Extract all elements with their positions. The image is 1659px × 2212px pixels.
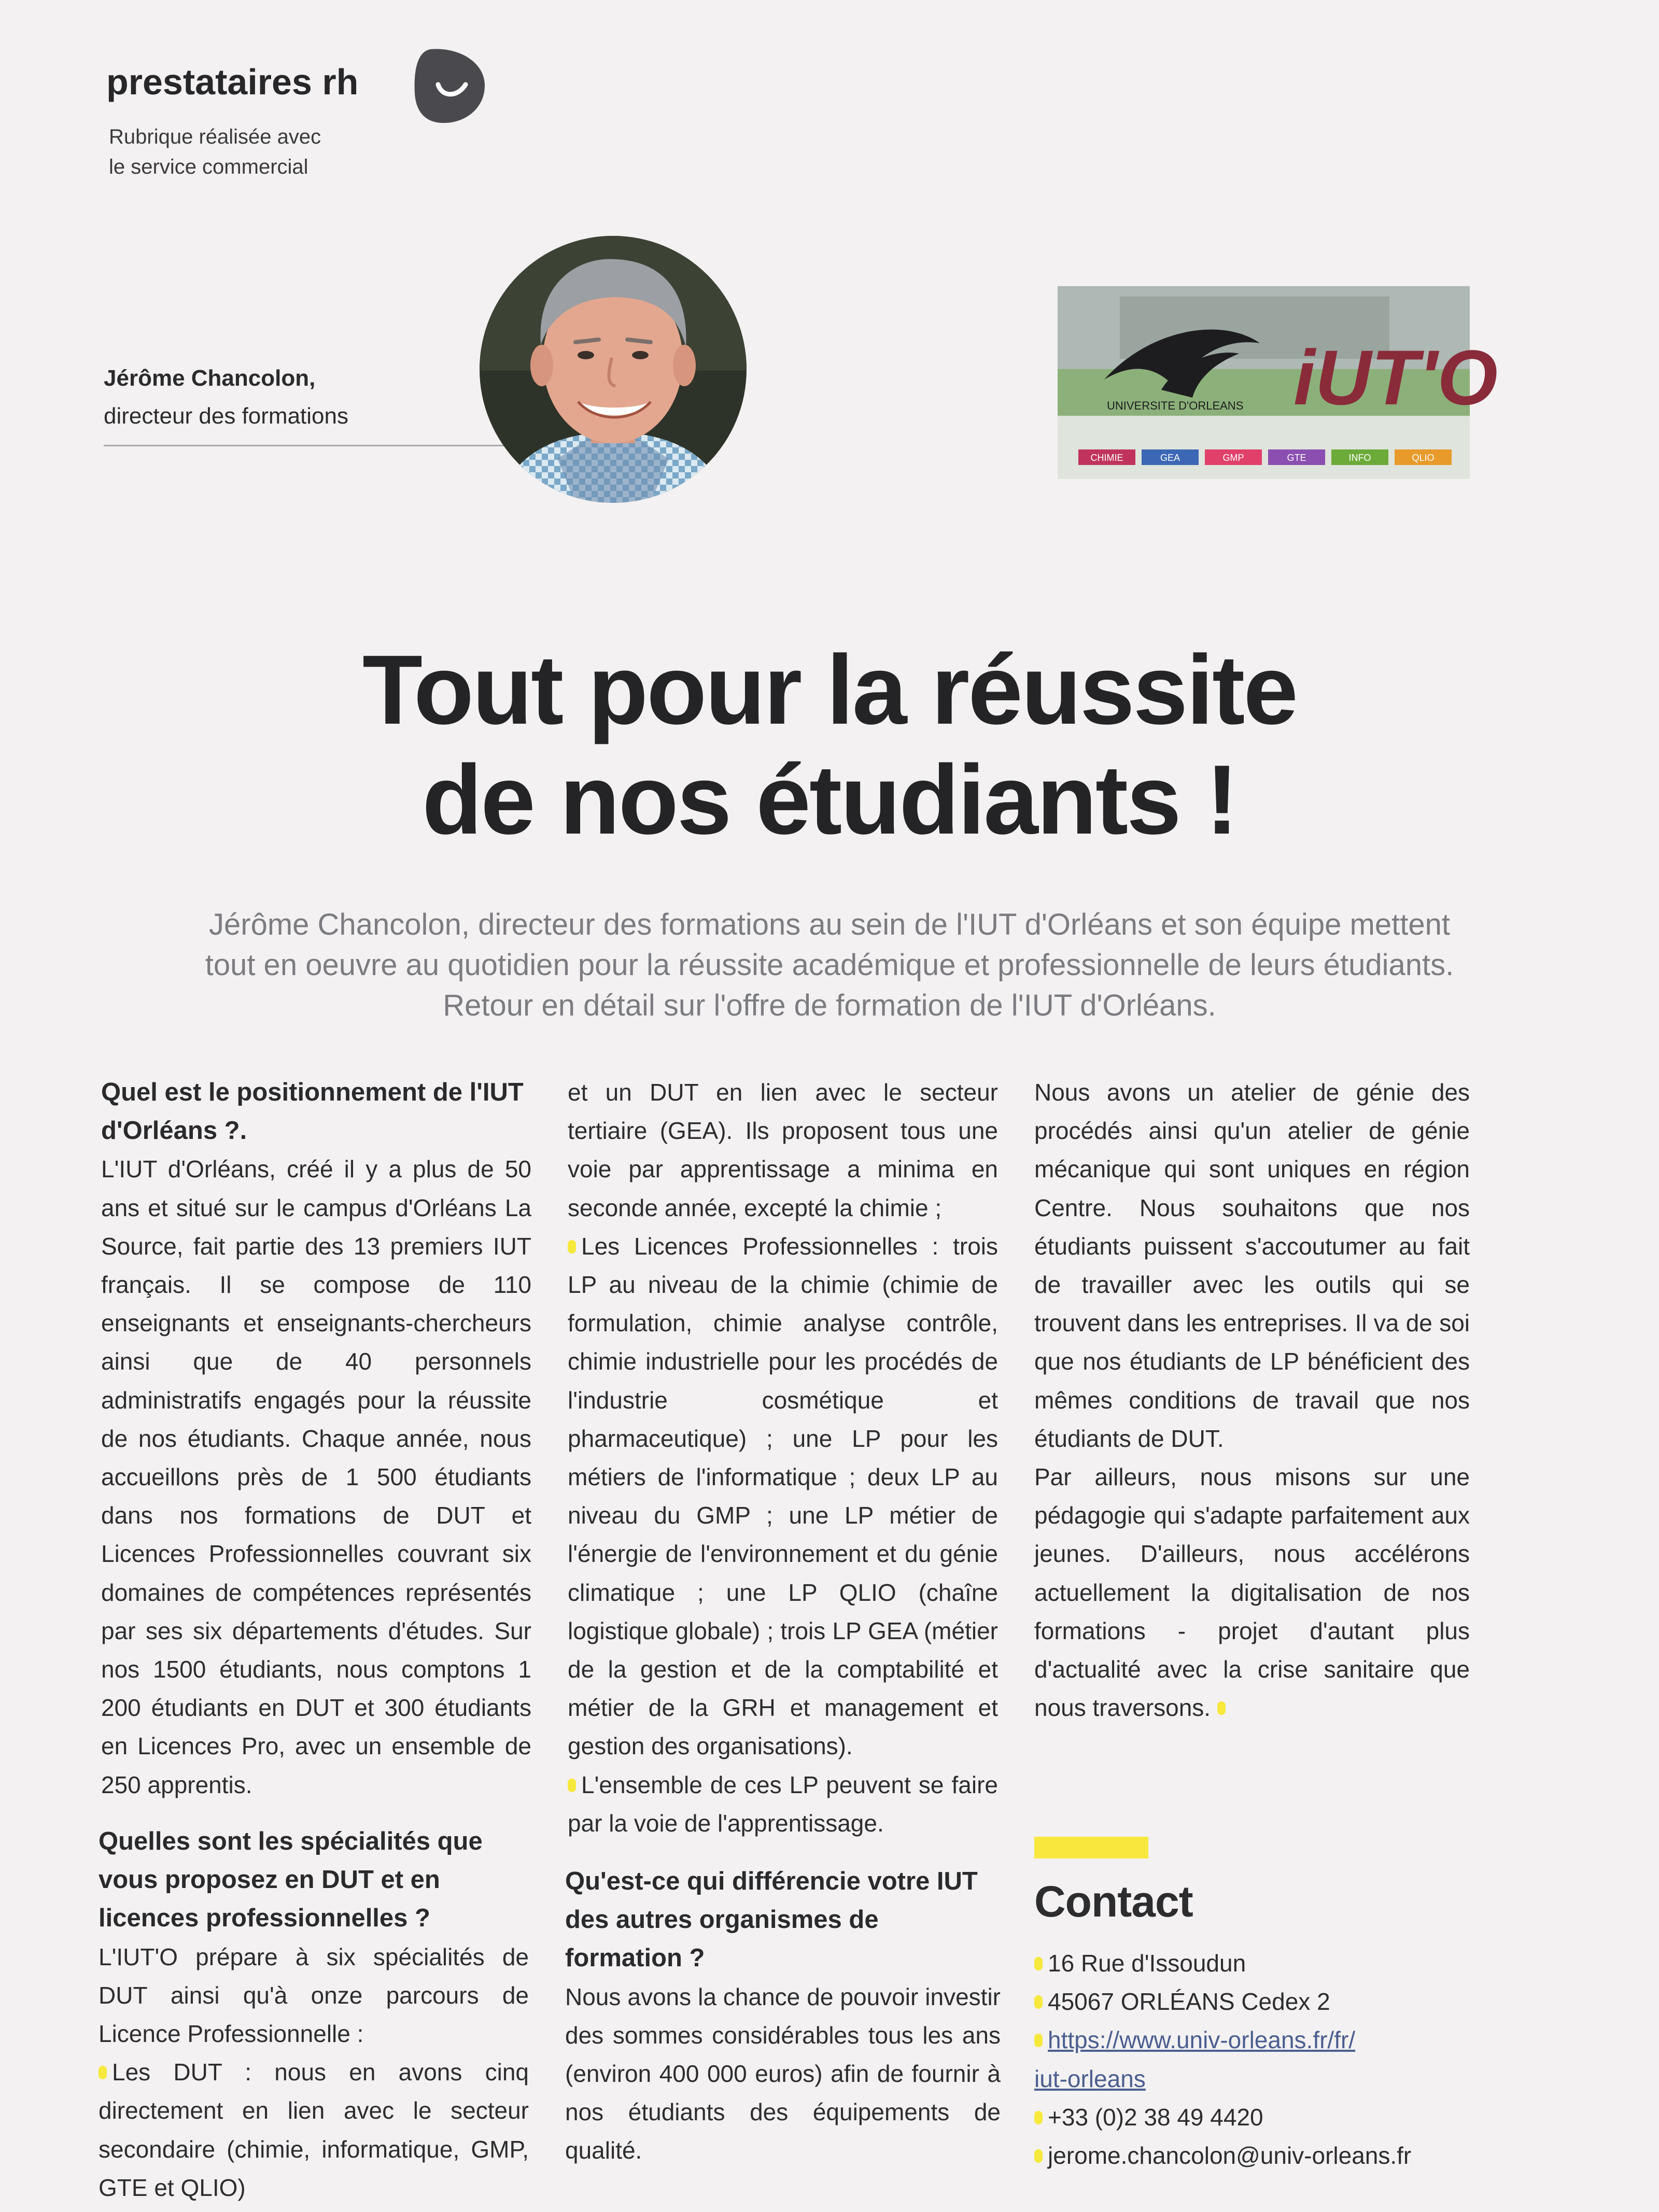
logo-tag-label: GEA (1160, 453, 1180, 463)
logo-tag-label: INFO (1348, 453, 1371, 463)
logo-university-text: UNIVERSITE D'ORLEANS (1107, 399, 1244, 412)
answer-specialites-intro: L'IUT'O prépare à six spécialités de DUT ainsi qu'à onze parcours de Licence Professionnelle : (99, 1943, 529, 2048)
question-positionnement: Quel est le positionnement de l'IUT d'Orléans ?. (101, 1078, 524, 1145)
intro-line-3: Retour en détail sur l'offre de formation de l'IUT d'Orléans. (443, 989, 1216, 1022)
author-divider (104, 445, 534, 446)
answer-positionnement: L'IUT d'Orléans, créé il y a plus de 50 ans et situé sur le campus d'Orléans La Source, fait partie des 13 premiers IUT français. Il se compose de 110 enseignants et enseignants-chercheurs ainsi que de 40 personnels administratifs engagés pour la réussite de nos étudiants. Chaque année, nous accueillons près de 1 500 étudiants dans nos formations de DUT et Licences Professionnelles couvrant six domaines de compétences représentés par ses six départements d'études. Sur nos 1500 étudiants, nous comptons 1 200 étudiants en DUT et 300 étudiants en Licences Pro, avec un ensemble de 250 apprentis. (101, 1156, 531, 1798)
contact-website-link-cont[interactable] (1034, 2060, 1501, 2098)
yellow-bullet-icon (99, 2066, 107, 2079)
rubric-title: prestataires rh (106, 62, 359, 102)
contact-address (1034, 1944, 1501, 1982)
logo-tag-label: GMP (1222, 453, 1244, 463)
headline-line-2: de nos étudiants ! (422, 745, 1237, 855)
answer-pedagogie (1034, 1458, 1470, 1727)
contact-city (1034, 1982, 1501, 2021)
answer-dut-continued: et un DUT en lien avec le secteur tertiaire (GEA). Ils proposent tous une voie par apprentissage a minima en seconde année, excepté la chimie ; (568, 1079, 998, 1221)
column-2-lower (565, 1862, 1001, 2170)
logo-tag-label: GTE (1287, 453, 1306, 463)
answer-licences-pro-text: Les Licences Professionnelles : trois LP au niveau de la chimie (chimie de formulation, chimie analyse contrôle, chimie industrielle pour les procédés de l'industrie cosmétique et pharmaceutique) ; une LP pour les métiers de l'informatique ; deux LP au niveau du GMP ; une LP métier de l'énergie de l'environnement et du génie climatique ; une LP QLIO (chaîne logistique globale) ; trois LP GEA (métier de la gestion et de la comptabilité et métier de la GRH et management et gestion des organisations). (568, 1232, 998, 1760)
author-role: directeur des formations (104, 403, 348, 429)
logo-brand-text: iUT'O (1294, 334, 1498, 421)
headline-line-1: Tout pour la réussite (362, 635, 1297, 745)
answer-apprentissage-text: L'ensemble de ces LP peuvent se faire par la voie de l'apprentissage. (568, 1771, 998, 1837)
column-2 (568, 1073, 998, 1842)
contact-details (1034, 1944, 1501, 2175)
intro-paragraph (93, 905, 1566, 1026)
column-1-lower (99, 1822, 529, 2207)
contact-url-line-2[interactable]: iut-orleans (1034, 2065, 1146, 2092)
intro-line-2: tout en oeuvre au quotidien pour la réussite académique et professionnelle de leurs étudiants. (205, 948, 1454, 982)
yellow-bullet-icon (1034, 2149, 1043, 2163)
intro-line-1: Jérôme Chancolon, directeur des formations au sein de l'IUT d'Orléans et son équipe mettent (209, 908, 1450, 941)
answer-difference-continued: Nous avons un atelier de génie des procédés ainsi qu'un atelier de génie mécanique qui sont uniques en région Centre. Nous souhaitons que nos étudiants puissent s'accoutumer au fait de travailler avec les outils qui se trouvent dans les entreprises. Il va de soi que nos étudiants de LP bénéficient des mêmes conditions de travail que nos étudiants de DUT. (1034, 1079, 1470, 1452)
author-name: Jérôme Chancolon, (104, 365, 316, 391)
headline (0, 635, 1659, 855)
column-1 (101, 1073, 531, 1804)
rubric-line-1: Rubrique réalisée avec (109, 125, 321, 148)
contact-email-text[interactable]: jerome.chancolon@univ-orleans.fr (1048, 2142, 1412, 2169)
question-difference: Qu'est-ce qui différencie votre IUT des autres organismes de formation ? (565, 1867, 978, 1973)
answer-difference-start: Nous avons la chance de pouvoir investir des sommes considérables tous les ans (environ 400 000 euros) afin de fournir à nos étudiants des équipements de qualité. (565, 1983, 1001, 2164)
yellow-bullet-icon (1034, 1995, 1043, 2009)
logo-tag-label: CHIMIE (1090, 453, 1123, 463)
contact-website-link[interactable] (1034, 2021, 1501, 2059)
rubric-subtitle (109, 122, 321, 182)
question-specialites: Quelles sont les spécialités que vous proposez en DUT et en licences professionnelles ? (99, 1827, 483, 1933)
yellow-bullet-icon (1034, 1957, 1043, 1970)
yellow-bullet-icon (1034, 2034, 1043, 2047)
contact-address-text: 16 Rue d'Issoudun (1048, 1950, 1246, 1977)
answer-dut-text: Les DUT : nous en avons cinq directement en lien avec le secteur secondaire (chimie, informatique, GMP, GTE et QLIO) (99, 2059, 529, 2201)
author-portrait-photo (480, 236, 747, 503)
answer-pedagogie-text: Par ailleurs, nous misons sur une pédagogie qui s'adapte parfaitement aux jeunes. D'ailleurs, nous accélérons actuellement la digitalisation de nos formations - projet d'autant plus d'actualité avec la crise sanitaire que nous traversons. (1034, 1463, 1470, 1722)
rubric-line-2: le service commercial (109, 156, 308, 178)
contact-phone (1034, 2098, 1501, 2136)
answer-dut-start (99, 2053, 529, 2207)
answer-apprentissage (568, 1766, 998, 1842)
iut-orleans-logo (1058, 286, 1498, 479)
answer-licences-pro (568, 1227, 998, 1766)
contact-phone-text: +33 (0)2 38 49 4420 (1048, 2103, 1263, 2131)
yellow-bullet-icon (568, 1240, 576, 1253)
contact-city-text: 45067 ORLÉANS Cedex 2 (1048, 1988, 1330, 2016)
contact-title: Contact (1034, 1877, 1193, 1926)
contact-url-line-1[interactable]: https://www.univ-orleans.fr/fr/ (1048, 2026, 1356, 2054)
contact-accent-bar (1034, 1837, 1148, 1858)
end-mark-icon (1217, 1701, 1226, 1715)
contact-email[interactable] (1034, 2136, 1501, 2175)
column-3 (1034, 1073, 1470, 1727)
yellow-bullet-icon (568, 1779, 576, 1792)
logo-tag-label: QLIO (1412, 453, 1435, 463)
yellow-bullet-icon (1034, 2111, 1043, 2124)
rubric-logo-icon (410, 44, 487, 127)
